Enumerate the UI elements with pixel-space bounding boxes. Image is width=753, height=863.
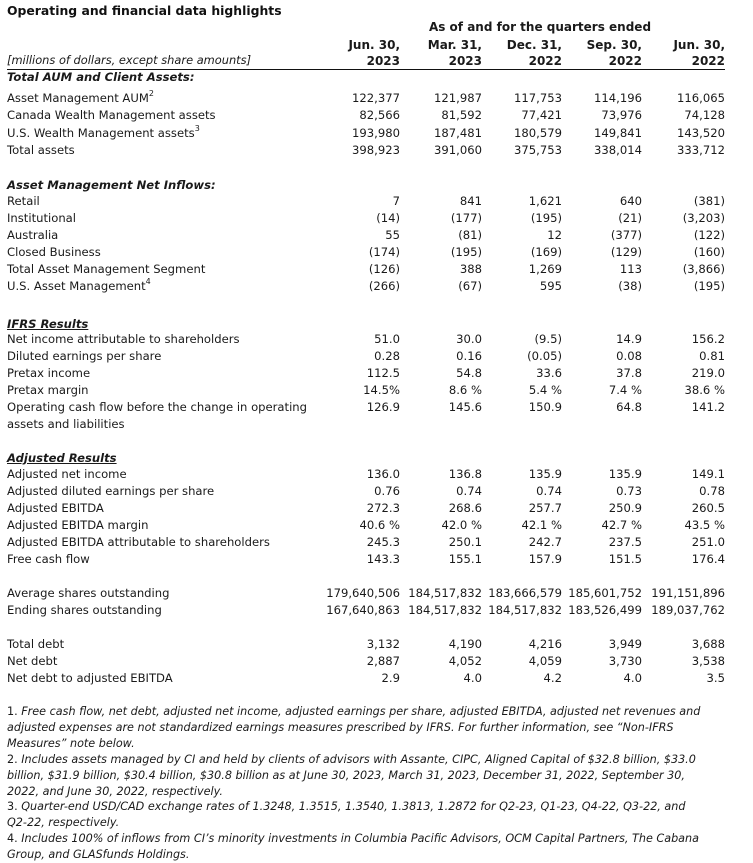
cell-value: 5.4 % [528, 383, 562, 397]
page-title: Operating and financial data highlights [7, 3, 282, 18]
footnote-ref: 2 [148, 89, 154, 99]
row-label-text: Retail [7, 194, 40, 208]
cell-value: 135.9 [528, 467, 562, 481]
cell-value: 257.7 [528, 501, 562, 515]
cell-value: 250.1 [448, 535, 482, 549]
cell-value: 74,128 [684, 108, 725, 123]
row-label-text: Closed Business [7, 245, 101, 259]
cell-value: 14.5% [363, 383, 400, 397]
cell-value: 113 [619, 262, 642, 276]
row-label-text: Total assets [7, 142, 75, 157]
cell-value: 251.0 [691, 535, 725, 549]
row-label-text: Pretax margin [7, 383, 89, 397]
footnote-number: 2. [7, 752, 18, 766]
column-header [402, 37, 482, 69]
cell-value: 136.0 [366, 467, 400, 481]
footnote-text: Free cash flow, net debt, adjusted net income, adjusted earnings per share, adjusted EBITDA, adjusted net revenues and adjusted expenses are not standardized earnings measures prescribed by IFRS. For further information, see “Non-IFRS Measures” note below. [7, 705, 701, 750]
cell-value: 0.78 [699, 484, 725, 498]
column-header-line1: Dec. 31, [506, 38, 562, 52]
cell-value: 156.2 [691, 332, 725, 346]
cell-value: 157.9 [528, 552, 562, 566]
cell-value: (81) [458, 228, 482, 242]
cell-value: 0.16 [456, 349, 482, 363]
cell-value: (195) [450, 245, 482, 259]
cell-value: 1,621 [528, 194, 562, 208]
cell-value: 30.0 [456, 332, 482, 346]
table-row [7, 348, 725, 365]
cell-value: 841 [459, 194, 482, 208]
cell-value: 143.3 [366, 552, 400, 566]
row-label [7, 500, 104, 517]
row-label-text: Asset Management AUM [7, 91, 149, 105]
cell-value: 4.0 [463, 671, 482, 685]
row-label-text: U.S. Wealth Management assets [7, 125, 195, 140]
row-label-text: Adjusted EBITDA [7, 501, 104, 515]
column-header-line1: Mar. 31, [427, 38, 482, 52]
cell-value: 2,887 [366, 654, 400, 668]
table-row [7, 636, 725, 653]
table-row [7, 261, 725, 278]
table-row [7, 107, 725, 124]
table-row [7, 142, 725, 159]
row-label-text: Ending shares outstanding [7, 602, 162, 617]
footnote-ref: 3 [194, 123, 200, 133]
row-label [7, 483, 214, 500]
cell-value: 121,987 [434, 91, 482, 105]
cell-value: 167,640,863 [326, 602, 400, 617]
cell-value: 191,151,896 [651, 586, 725, 600]
row-label [7, 193, 40, 210]
cell-value: 3,949 [608, 637, 642, 651]
cell-value: 0.08 [616, 349, 642, 363]
cell-value: 237.5 [608, 535, 642, 549]
row-label-text: Total Asset Management Segment [7, 262, 206, 276]
column-header-line2: 2023 [366, 54, 400, 68]
cell-value: 0.76 [374, 484, 400, 498]
section-heading: IFRS Results [7, 317, 89, 331]
row-label-text: Net income attributable to shareholders [7, 332, 240, 346]
cell-value: (14) [376, 211, 400, 225]
cell-value: 338,014 [594, 142, 642, 157]
cell-value: (122) [693, 228, 725, 242]
cell-value: 82,566 [359, 108, 400, 123]
cell-value: 0.74 [536, 484, 562, 498]
table-row [7, 517, 725, 534]
row-label [7, 244, 101, 261]
cell-value: (3,866) [682, 262, 725, 276]
cell-value: 3,538 [691, 654, 725, 668]
cell-value: 145.6 [448, 400, 482, 414]
table-row [7, 365, 725, 382]
cell-value: 42.0 % [441, 518, 482, 532]
row-label [7, 534, 270, 551]
column-header [562, 37, 642, 69]
cell-value: 184,517,832 [488, 602, 562, 617]
row-label-text: Net debt [7, 654, 58, 668]
row-label [7, 227, 58, 244]
row-label [7, 107, 216, 124]
column-header-line2: 2022 [608, 54, 642, 68]
cell-value: 179,640,506 [326, 586, 400, 600]
cell-value: 40.6 % [359, 518, 400, 532]
row-label [7, 653, 57, 670]
row-label [7, 348, 161, 365]
cell-value: (174) [368, 245, 400, 259]
cell-value: 3,688 [691, 637, 725, 651]
cell-value: (0.05) [527, 349, 562, 363]
footnote-text: Includes assets managed by CI and held by clients of advisors with Assante, CIPC, Aligned Capital of $32.8 billion, $33.0 billion, $31.9 billion, $30.4 billion, $30.8 billion as at June 30, 2023, March 31, 2023, December 31, 2022, September 30, 2022, and June 30, 2022, respectively. [7, 752, 696, 798]
cell-value: 4.2 [543, 671, 562, 685]
cell-value: 4.0 [623, 671, 642, 685]
cell-value: 7.4 % [608, 383, 642, 397]
table-row [7, 227, 725, 244]
footnote-number: 1. [7, 705, 18, 718]
cell-value: (67) [458, 279, 482, 293]
row-label-text: Total debt [7, 637, 65, 651]
cell-value: 3,730 [608, 654, 642, 668]
cell-value: 33.6 [536, 366, 562, 380]
row-label [7, 670, 173, 687]
table-row [7, 125, 725, 142]
cell-value: (38) [618, 279, 642, 293]
cell-value: 42.7 % [601, 518, 642, 532]
cell-value: (177) [450, 211, 482, 225]
cell-value: 1,269 [528, 262, 562, 276]
row-label [7, 261, 205, 278]
row-label-text: Institutional [7, 211, 77, 225]
footnote-ref: 4 [145, 277, 151, 287]
cell-value: (21) [618, 211, 642, 225]
cell-value: 268.6 [448, 501, 482, 515]
table-row [7, 551, 725, 568]
row-label [7, 399, 307, 433]
cell-value: 245.3 [366, 535, 400, 549]
cell-value: (377) [610, 228, 642, 242]
table-row [7, 585, 725, 602]
section-heading-row [7, 69, 725, 86]
cell-value: 143,520 [677, 125, 725, 140]
cell-value: 37.8 [616, 366, 642, 380]
row-label-text: Adjusted diluted earnings per share [7, 484, 215, 498]
table-row [7, 500, 725, 517]
cell-value: (3,203) [682, 211, 725, 225]
row-label [7, 365, 90, 382]
cell-value: 333,712 [677, 142, 725, 157]
cell-value: 388 [459, 262, 482, 276]
table-row [7, 210, 725, 227]
row-label [7, 90, 154, 107]
table-row [7, 193, 725, 210]
column-header-line2: 2022 [528, 54, 562, 68]
cell-value: 51.0 [374, 332, 400, 346]
row-label-text: U.S. Asset Management [7, 279, 146, 293]
row-label [7, 382, 89, 399]
row-label-continued: assets and liabilities [7, 417, 125, 431]
table-row [7, 483, 725, 500]
cell-value: 155.1 [448, 552, 482, 566]
table-row [7, 382, 725, 399]
cell-value: 42.1 % [521, 518, 562, 532]
cell-value: 0.74 [456, 484, 482, 498]
table-row [7, 244, 725, 261]
footnotes [7, 704, 707, 863]
table-row [7, 534, 725, 551]
section-heading-row [7, 450, 725, 467]
cell-value: 189,037,762 [651, 602, 725, 617]
footnote [7, 799, 707, 831]
row-label-text: Free cash flow [7, 552, 90, 566]
cell-value: 3,132 [366, 637, 400, 651]
cell-value: 250.9 [608, 501, 642, 515]
row-label [7, 466, 127, 483]
cell-value: 187,481 [434, 125, 482, 140]
footnote-number: 3. [7, 800, 18, 814]
cell-value: 3.5 [706, 671, 725, 685]
cell-value: (9.5) [534, 332, 562, 346]
cell-value: 135.9 [608, 467, 642, 481]
cell-value: (266) [368, 279, 400, 293]
cell-value: 176.4 [691, 552, 725, 566]
row-label [7, 636, 64, 653]
cell-value: 122,377 [352, 91, 400, 105]
cell-value: 149.1 [691, 467, 725, 481]
cell-value: 193,980 [352, 125, 400, 140]
cell-value: (169) [530, 245, 562, 259]
section-heading: Adjusted Results [7, 451, 117, 465]
row-label [7, 142, 75, 159]
row-label-text: Average shares outstanding [7, 586, 170, 600]
footnote [7, 831, 707, 863]
row-label [7, 551, 90, 568]
row-label-text: Diluted earnings per share [7, 349, 162, 363]
cell-value: (160) [693, 245, 725, 259]
cell-value: 0.81 [699, 349, 725, 363]
cell-value: 180,579 [514, 125, 562, 140]
cell-value: 112.5 [366, 366, 400, 380]
footnote [7, 704, 707, 752]
cell-value: (195) [530, 211, 562, 225]
cell-value: 260.5 [691, 501, 725, 515]
units-label: [millions of dollars, except share amounts] [7, 53, 252, 67]
cell-value: 136.8 [448, 467, 482, 481]
table-row [7, 90, 725, 107]
row-label [7, 602, 162, 619]
column-header-line2: 2023 [448, 54, 482, 68]
cell-value: 0.28 [374, 349, 400, 363]
column-header [320, 37, 400, 69]
column-header-line1: Jun. 30, [348, 38, 400, 52]
row-label [7, 210, 76, 227]
cell-value: 141.2 [691, 400, 725, 414]
footnote [7, 752, 707, 800]
column-header-line2: 2022 [691, 54, 725, 68]
cell-value: 150.9 [528, 400, 562, 414]
cell-value: 398,923 [352, 142, 400, 157]
row-label-text: Adjusted net income [7, 467, 127, 481]
cell-value: (129) [610, 245, 642, 259]
cell-value: 375,753 [514, 142, 562, 157]
cell-value: (195) [693, 279, 725, 293]
cell-value: 114,196 [594, 91, 642, 105]
footnote-number: 4. [7, 832, 18, 846]
cell-value: (381) [693, 194, 725, 208]
cell-value: 64.8 [616, 400, 642, 414]
cell-value: 4,059 [528, 654, 562, 668]
row-label [7, 125, 200, 142]
cell-value: 8.6 % [448, 383, 482, 397]
section-heading-row [7, 177, 725, 194]
table-row [7, 653, 725, 670]
row-label-text: Australia [7, 228, 59, 242]
cell-value: 12 [547, 228, 562, 242]
cell-value: 183,526,499 [568, 602, 642, 617]
cell-value: 43.5 % [684, 518, 725, 532]
row-label-text: Adjusted EBITDA margin [7, 518, 149, 532]
section-heading: Total AUM and Client Assets: [7, 70, 195, 84]
row-label-text: Operating cash flow before the change in operating [7, 400, 308, 414]
table-row [7, 331, 725, 348]
row-label-text: Adjusted EBITDA attributable to shareholders [7, 535, 270, 549]
column-header-line1: Sep. 30, [586, 38, 642, 52]
cell-value: 640 [619, 194, 642, 208]
column-header-line1: Jun. 30, [673, 38, 725, 52]
cell-value: 38.6 % [684, 383, 725, 397]
cell-value: 7 [392, 194, 400, 208]
cell-value: 55 [385, 228, 400, 242]
cell-value: 126.9 [366, 400, 400, 414]
column-header [482, 37, 562, 69]
row-label-text: Net debt to adjusted EBITDA [7, 671, 173, 685]
cell-value: (126) [368, 262, 400, 276]
cell-value: 4,190 [448, 637, 482, 651]
row-label [7, 278, 151, 295]
cell-value: 219.0 [691, 366, 725, 380]
row-label-text: Canada Wealth Management assets [7, 108, 216, 123]
cell-value: 81,592 [441, 108, 482, 123]
cell-value: 242.7 [528, 535, 562, 549]
table-row [7, 602, 725, 619]
row-label-text: Pretax income [7, 366, 91, 380]
row-label [7, 517, 148, 534]
table-row [7, 399, 725, 431]
cell-value: 2.9 [381, 671, 400, 685]
cell-value: 595 [539, 279, 562, 293]
cell-value: 4,052 [448, 654, 482, 668]
footnote-text: Includes 100% of inflows from CI’s minority investments in Columbia Pacific Advisors, OCM Capital Partners, The Cabana Group, and GLASfunds Holdings. [7, 832, 699, 862]
table-row [7, 278, 725, 295]
footnote-text: Quarter-end USD/CAD exchange rates of 1.3248, 1.3515, 1.3540, 1.3813, 1.2872 for Q2-23, Q1-23, Q4-22, Q3-22, and Q2-22, respectively. [7, 800, 686, 830]
cell-value: 183,666,579 [488, 586, 562, 600]
cell-value: 14.9 [616, 332, 642, 346]
cell-value: 0.73 [616, 484, 642, 498]
section-heading: Asset Management Net Inflows: [7, 178, 216, 192]
cell-value: 391,060 [434, 142, 482, 157]
cell-value: 73,976 [601, 108, 642, 123]
table-row [7, 670, 725, 687]
row-label [7, 585, 169, 602]
table-row [7, 466, 725, 483]
cell-value: 4,216 [528, 637, 562, 651]
cell-value: 149,841 [594, 125, 642, 140]
cell-value: 184,517,832 [408, 602, 482, 617]
cell-value: 77,421 [521, 108, 562, 123]
cell-value: 116,065 [677, 91, 725, 105]
cell-value: 184,517,832 [408, 586, 482, 600]
cell-value: 185,601,752 [568, 586, 642, 600]
row-label [7, 331, 240, 348]
cell-value: 151.5 [608, 552, 642, 566]
column-header [645, 37, 725, 69]
column-group-heading: As of and for the quarters ended [428, 20, 652, 34]
cell-value: 272.3 [366, 501, 400, 515]
cell-value: 54.8 [456, 366, 482, 380]
cell-value: 117,753 [514, 91, 562, 105]
